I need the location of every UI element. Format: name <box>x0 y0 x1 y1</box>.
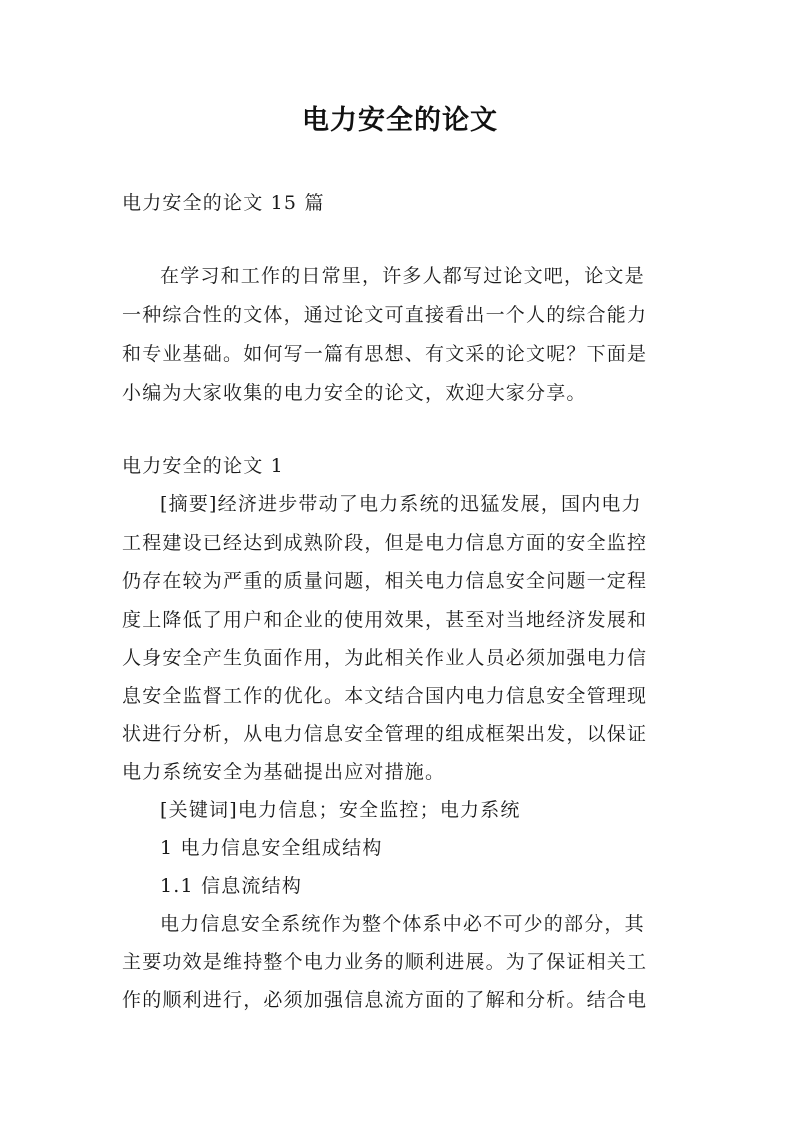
abstract-line: 工程建设已经达到成熟阶段，但是电力信息方面的安全监控 <box>122 532 648 554</box>
intro-line: 和专业基础。如何写一篇有思想、有文采的论文呢？下面是 <box>122 343 648 365</box>
heading-level-2: 1.1 信息流结构 <box>160 875 303 897</box>
intro-line: 一种综合性的文体，通过论文可直接看出一个人的综合能力 <box>122 304 648 326</box>
heading-level-1: 1 电力信息安全组成结构 <box>160 837 383 859</box>
intro-line: 小编为大家收集的电力安全的论文，欢迎大家分享。 <box>122 382 587 404</box>
abstract-line: 人身安全产生负面作用，为此相关作业人员必须加强电力信 <box>122 647 648 669</box>
abstract-line: 电力系统安全为基础提出应对措施。 <box>122 761 446 783</box>
abstract-line: 度上降低了用户和企业的使用效果，甚至对当地经济发展和 <box>122 609 648 631</box>
body-line: 电力信息安全系统作为整个体系中必不可少的部分，其 <box>160 913 645 935</box>
section-heading: 电力安全的论文 1 <box>122 455 284 477</box>
abstract-line: [摘要]经济进步带动了电力系统的迅猛发展，国内电力 <box>160 493 642 515</box>
keywords-line: [关键词]电力信息；安全监控；电力系统 <box>160 799 521 821</box>
body-line: 作的顺利进行，必须加强信息流方面的了解和分析。结合电 <box>122 989 648 1011</box>
body-line: 主要功效是维持整个电力业务的顺利进展。为了保证相关工 <box>122 951 648 973</box>
intro-line: 在学习和工作的日常里，许多人都写过论文吧，论文是 <box>160 265 645 287</box>
abstract-line: 息安全监督工作的优化。本文结合国内电力信息安全管理现 <box>122 685 648 707</box>
abstract-line: 仍存在较为严重的质量问题，相关电力信息安全问题一定程 <box>122 570 648 592</box>
abstract-line: 状进行分析，从电力信息安全管理的组成框架出发，以保证 <box>122 723 648 745</box>
document-title: 电力安全的论文 <box>302 105 498 136</box>
document-subtitle: 电力安全的论文 15 篇 <box>122 192 325 214</box>
